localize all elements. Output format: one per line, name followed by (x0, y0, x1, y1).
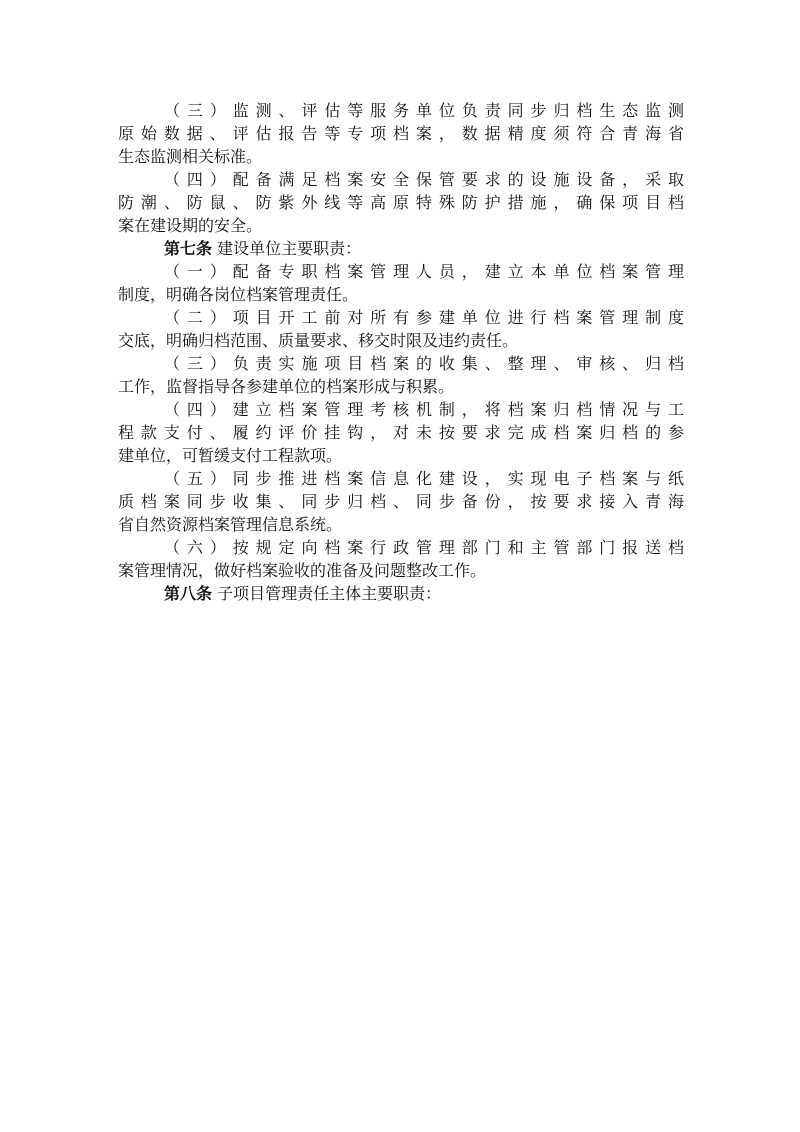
text-line: 案在建设期的安全。 (118, 216, 263, 235)
text-line (118, 581, 684, 604)
text-line: （六）按规定向档案行政管理部门和主管部门报送档 (164, 538, 684, 557)
text-line: 制度，明确各岗位档案管理责任。 (118, 285, 359, 304)
article-title: 建设单位主要职责： (212, 239, 362, 258)
text-line: 质档案同步收集、同步归档、同步备份，按要求接入青海 (118, 492, 684, 511)
article-number: 第七条 (164, 239, 213, 258)
paragraph (118, 305, 684, 351)
text-line: （四）建立档案管理考核机制，将档案归档情况与工 (164, 400, 684, 419)
paragraph (118, 98, 684, 167)
text-line: 省自然资源档案管理信息系统。 (118, 515, 343, 534)
text-line: （五）同步推进档案信息化建设，实现电子档案与纸 (164, 469, 684, 488)
text-line: （三）监测、评估等服务单位负责同步归档生态监测 (164, 101, 684, 120)
text-line: 程款支付、履约评价挂钩，对未按要求完成档案归档的参 (118, 423, 684, 442)
text-line: （四）配备满足档案安全保管要求的设施设备，采取 (164, 170, 684, 189)
text-line: 建单位，可暂缓支付工程款项。 (118, 446, 343, 465)
text-line: 原始数据、评估报告等专项档案，数据精度须符合青海省 (118, 124, 684, 143)
paragraph (118, 535, 684, 581)
paragraph (118, 351, 684, 397)
paragraph (118, 259, 684, 305)
text-line: 生态监测相关标准。 (118, 147, 263, 166)
article-title: 子项目管理责任主体主要职责： (212, 584, 442, 603)
text-line (118, 236, 684, 259)
text-line: （二）项目开工前对所有参建单位进行档案管理制度 (164, 308, 684, 327)
document-page (118, 98, 684, 604)
text-line: 工作，监督指导各参建单位的档案形成与积累。 (118, 377, 455, 396)
text-line: 案管理情况，做好档案验收的准备及问题整改工作。 (118, 561, 487, 580)
article-heading (118, 581, 684, 604)
article-number: 第八条 (164, 584, 213, 603)
text-line: （一）配备专职档案管理人员，建立本单位档案管理 (164, 262, 684, 281)
paragraph (118, 466, 684, 535)
text-line: 防潮、防鼠、防紫外线等高原特殊防护措施，确保项目档 (118, 193, 684, 212)
text-line: （三）负责实施项目档案的收集、整理、审核、归档 (164, 354, 684, 373)
paragraph (118, 167, 684, 236)
text-line: 交底，明确归档范围、质量要求、移交时限及违约责任。 (118, 331, 519, 350)
article-heading (118, 236, 684, 259)
paragraph (118, 397, 684, 466)
